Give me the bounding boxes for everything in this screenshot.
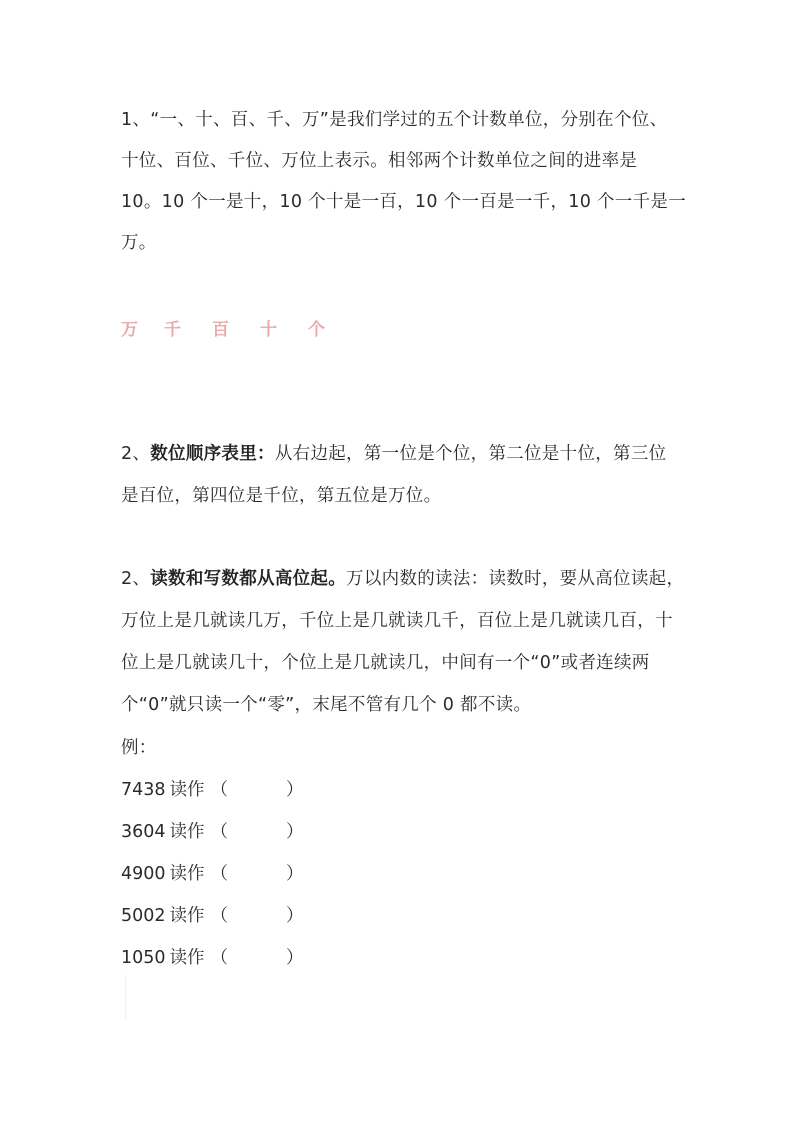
example-number: 1050 [121,948,166,968]
example-read-as: 读作 [169,780,205,800]
unit-wan: 万 [121,320,138,340]
unit-qian: 千 [164,320,181,340]
section2-line-2: 是百位，第四位是千位，第五位是万位。 [121,486,442,506]
answer-open-paren: （ [210,822,229,842]
section3-line1-text: 万以内数的读法：读数时，要从高位读起， [346,569,685,589]
answer-open-paren: （ [210,906,229,926]
section3-line-2: 万位上是几就读几万，千位上是几就读几千，百位上是几就读几百，十 [121,611,673,631]
section3-line-4: 个“0”就只读一个“零”，末尾不管有几个 0 都不读。 [121,695,532,715]
answer-close-paren: ） [286,822,304,842]
example-row [121,904,304,928]
section1-line-1: 1、“一、十、百、千、万”是我们学过的五个计数单位，分别在个位、 [121,110,668,130]
example-number: 7438 [121,780,166,800]
example-label: 例： [121,738,157,758]
answer-open-paren: （ [210,780,229,800]
section2-line1-text: 从右边起，第一位是个位，第二位是十位，第三位 [274,444,667,464]
answer-close-paren: ） [286,780,304,800]
section1-line-2: 十位、百位、千位、万位上表示。相邻两个计数单位之间的进率是 [121,151,638,171]
example-read-as: 读作 [169,906,205,926]
example-number: 5002 [121,906,166,926]
section2-heading: 数位顺序表里： [150,444,275,464]
unit-shi: 十 [260,320,277,340]
example-row [121,946,304,970]
answer-close-paren: ） [286,948,304,968]
answer-close-paren: ） [286,864,304,884]
example-row [121,862,304,886]
section2-line-1 [121,442,666,466]
example-read-as: 读作 [169,822,205,842]
unit-bai: 百 [212,320,229,340]
example-read-as: 读作 [169,948,205,968]
example-number: 4900 [121,864,166,884]
section1-line-3: 10。10 个一是十，10 个十是一百，10 个一百是一千，10 个一千是一 [121,192,686,212]
example-row [121,820,304,844]
section1-line-4: 万。 [121,233,157,253]
answer-close-paren: ） [286,906,304,926]
answer-open-paren: （ [210,948,229,968]
section3-prefix: 2、 [121,569,151,589]
answer-open-paren: （ [210,864,229,884]
example-row [121,778,304,802]
place-value-units [121,318,381,342]
unit-ge: 个 [308,320,325,340]
example-read-as: 读作 [169,864,205,884]
section3-heading: 读数和写数都从高位起。 [150,569,347,589]
example-number: 3604 [121,822,166,842]
section2-prefix: 2、 [121,444,151,464]
section3-line-3: 位上是几就读几十，个位上是几就读几，中间有一个“0”或者连续两 [121,653,650,673]
section3-line-1 [121,567,684,591]
margin-divider [125,975,126,1020]
